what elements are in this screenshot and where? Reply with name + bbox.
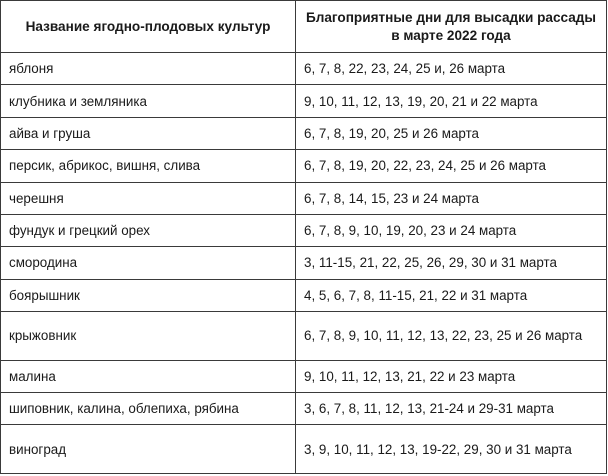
planting-days-cell: 6, 7, 8, 19, 20, 22, 23, 24, 25 и 26 марта (296, 150, 607, 182)
table-row (1, 392, 607, 424)
table-row (1, 53, 607, 85)
planting-days-cell: 3, 6, 7, 8, 11, 12, 13, 21-24 и 29-31 марта (296, 392, 607, 424)
planting-days-cell: 3, 9, 10, 11, 12, 13, 19-22, 29, 30 и 31 марта (296, 425, 607, 474)
crop-name-cell: боярышник (1, 279, 296, 311)
crop-name-cell: фундук и грецкий орех (1, 214, 296, 246)
table-row (1, 214, 607, 246)
crop-name-cell: клубника и земляника (1, 85, 296, 117)
table-row (1, 312, 607, 361)
planting-days-cell: 6, 7, 8, 19, 20, 25 и 26 марта (296, 117, 607, 149)
header-crop-name: Название ягодно-плодовых культур (1, 1, 296, 53)
table-row (1, 117, 607, 149)
planting-days-cell: 4, 5, 6, 7, 8, 11-15, 21, 22 и 31 марта (296, 279, 607, 311)
planting-days-cell: 6, 7, 8, 22, 23, 24, 25 и, 26 марта (296, 53, 607, 85)
crop-name-cell: айва и груша (1, 117, 296, 149)
planting-days-cell: 9, 10, 11, 12, 13, 19, 20, 21 и 22 марта (296, 85, 607, 117)
table-row (1, 425, 607, 474)
header-planting-days: Благоприятные дни для высадки рассады в марте 2022 года (296, 1, 607, 53)
table-row (1, 85, 607, 117)
table-row (1, 247, 607, 279)
table-row (1, 360, 607, 392)
planting-days-cell: 6, 7, 8, 14, 15, 23 и 24 марта (296, 182, 607, 214)
crop-name-cell: виноград (1, 425, 296, 474)
table-row (1, 150, 607, 182)
crop-name-cell: шиповник, калина, облепиха, рябина (1, 392, 296, 424)
planting-days-cell: 9, 10, 11, 12, 13, 21, 22 и 23 марта (296, 360, 607, 392)
table-header-row (1, 1, 607, 53)
crop-name-cell: яблоня (1, 53, 296, 85)
crop-name-cell: персик, абрикос, вишня, слива (1, 150, 296, 182)
crop-name-cell: малина (1, 360, 296, 392)
crop-name-cell: крыжовник (1, 312, 296, 361)
crop-name-cell: смородина (1, 247, 296, 279)
planting-days-cell: 3, 11-15, 21, 22, 25, 26, 29, 30 и 31 марта (296, 247, 607, 279)
crop-name-cell: черешня (1, 182, 296, 214)
table-row (1, 182, 607, 214)
planting-days-cell: 6, 7, 8, 9, 10, 11, 12, 13, 22, 23, 25 и 26 марта (296, 312, 607, 361)
table-row (1, 279, 607, 311)
planting-days-cell: 6, 7, 8, 9, 10, 19, 20, 23 и 24 марта (296, 214, 607, 246)
